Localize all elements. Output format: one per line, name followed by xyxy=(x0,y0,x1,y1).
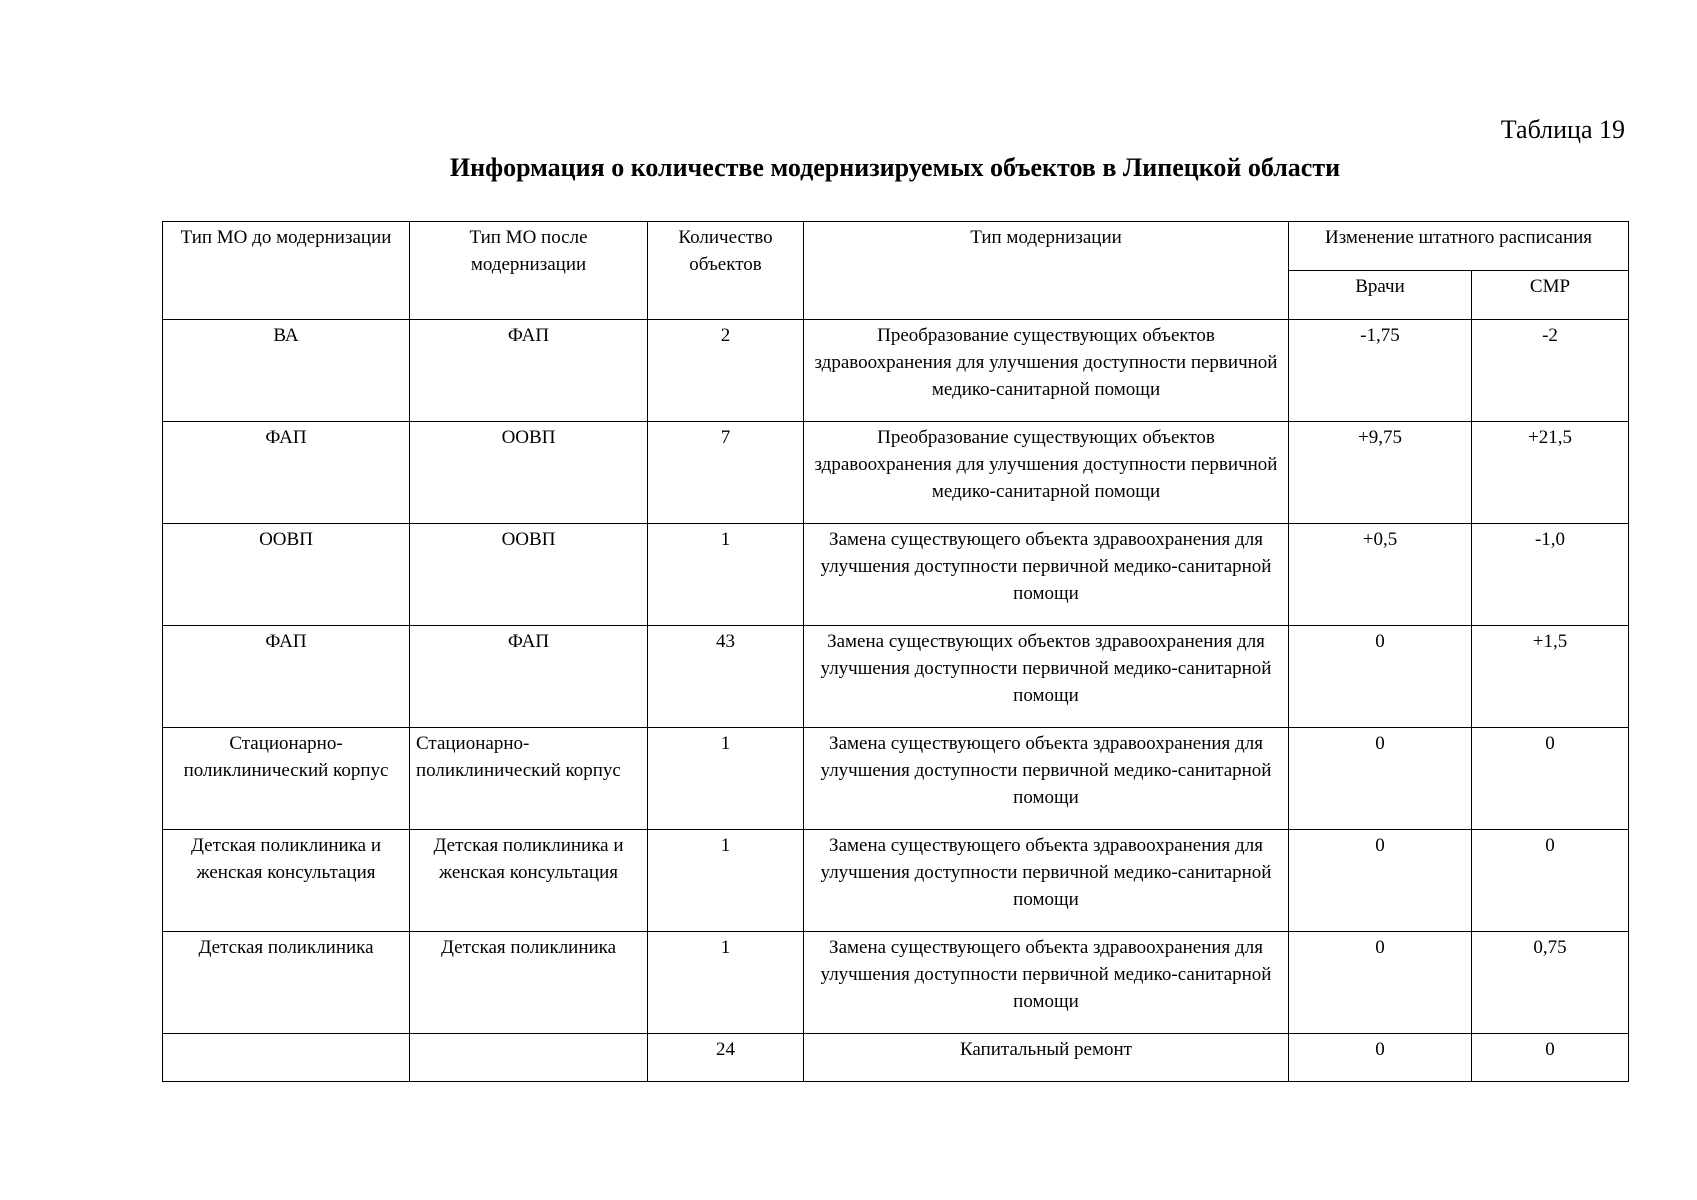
cell-type-after: ООВП xyxy=(410,524,648,626)
table-row xyxy=(163,1034,1629,1082)
cell-type-after xyxy=(410,1034,648,1082)
cell-type-after: ООВП xyxy=(410,422,648,524)
table-row xyxy=(163,320,1629,422)
cell-modernization-type: Замена существующего объекта здравоохранения для улучшения доступности первичной медико-санитарной помощи xyxy=(804,728,1289,830)
cell-smr: -1,0 xyxy=(1472,524,1629,626)
cell-type-before: ФАП xyxy=(163,422,410,524)
cell-doctors: +0,5 xyxy=(1289,524,1472,626)
table-row xyxy=(163,524,1629,626)
cell-count: 1 xyxy=(648,524,804,626)
cell-smr: 0,75 xyxy=(1472,932,1629,1034)
cell-doctors: 0 xyxy=(1289,728,1472,830)
table-row xyxy=(163,932,1629,1034)
cell-doctors: 0 xyxy=(1289,932,1472,1034)
cell-doctors: -1,75 xyxy=(1289,320,1472,422)
cell-count: 24 xyxy=(648,1034,804,1082)
header-modernization-type: Тип модернизации xyxy=(804,222,1289,320)
cell-modernization-type: Капитальный ремонт xyxy=(804,1034,1289,1082)
cell-smr: +1,5 xyxy=(1472,626,1629,728)
cell-doctors: +9,75 xyxy=(1289,422,1472,524)
cell-count: 2 xyxy=(648,320,804,422)
cell-smr: +21,5 xyxy=(1472,422,1629,524)
cell-count: 7 xyxy=(648,422,804,524)
cell-modernization-type: Замена существующего объекта здравоохранения для улучшения доступности первичной медико-санитарной помощи xyxy=(804,830,1289,932)
cell-type-after: Стационарно-поликлинический корпус xyxy=(410,728,648,830)
cell-modernization-type: Замена существующих объектов здравоохранения для улучшения доступности первичной медико-санитарной помощи xyxy=(804,626,1289,728)
cell-type-before: Детская поликлиника и женская консультация xyxy=(163,830,410,932)
cell-modernization-type: Преобразование существующих объектов здравоохранения для улучшения доступности первичной медико-санитарной помощи xyxy=(804,320,1289,422)
cell-type-before: ООВП xyxy=(163,524,410,626)
cell-count: 1 xyxy=(648,830,804,932)
cell-doctors: 0 xyxy=(1289,830,1472,932)
cell-count: 43 xyxy=(648,626,804,728)
cell-smr: -2 xyxy=(1472,320,1629,422)
table-number: Таблица 19 xyxy=(1500,115,1625,144)
cell-type-before: ФАП xyxy=(163,626,410,728)
cell-type-after: Детская поликлиника и женская консультация xyxy=(410,830,648,932)
page-title: Информация о количестве модернизируемых объектов в Липецкой области xyxy=(449,153,1341,182)
cell-type-before: Стационарно-поликлинический корпус xyxy=(163,728,410,830)
cell-type-after: Детская поликлиника xyxy=(410,932,648,1034)
cell-type-before: Детская поликлиника xyxy=(163,932,410,1034)
cell-modernization-type: Замена существующего объекта здравоохранения для улучшения доступности первичной медико-санитарной помощи xyxy=(804,524,1289,626)
cell-doctors: 0 xyxy=(1289,1034,1472,1082)
cell-count: 1 xyxy=(648,728,804,830)
header-count: Количество объектов xyxy=(648,222,804,320)
cell-doctors: 0 xyxy=(1289,626,1472,728)
cell-type-after: ФАП xyxy=(410,626,648,728)
modernization-table xyxy=(162,221,1629,1082)
header-type-after: Тип МО после модернизации xyxy=(410,222,648,320)
table-row xyxy=(163,626,1629,728)
header-type-before: Тип МО до модернизации xyxy=(163,222,410,320)
cell-smr: 0 xyxy=(1472,728,1629,830)
cell-smr: 0 xyxy=(1472,1034,1629,1082)
cell-modernization-type: Преобразование существующих объектов здравоохранения для улучшения доступности первичной медико-санитарной помощи xyxy=(804,422,1289,524)
cell-type-before: ВА xyxy=(163,320,410,422)
header-smr: СМР xyxy=(1472,271,1629,320)
cell-type-before xyxy=(163,1034,410,1082)
table-row xyxy=(163,728,1629,830)
header-doctors: Врачи xyxy=(1289,271,1472,320)
cell-count: 1 xyxy=(648,932,804,1034)
table-row xyxy=(163,830,1629,932)
table-row xyxy=(163,422,1629,524)
header-staff-change: Изменение штатного расписания xyxy=(1289,222,1629,271)
cell-modernization-type: Замена существующего объекта здравоохранения для улучшения доступности первичной медико-санитарной помощи xyxy=(804,932,1289,1034)
cell-type-after: ФАП xyxy=(410,320,648,422)
cell-smr: 0 xyxy=(1472,830,1629,932)
